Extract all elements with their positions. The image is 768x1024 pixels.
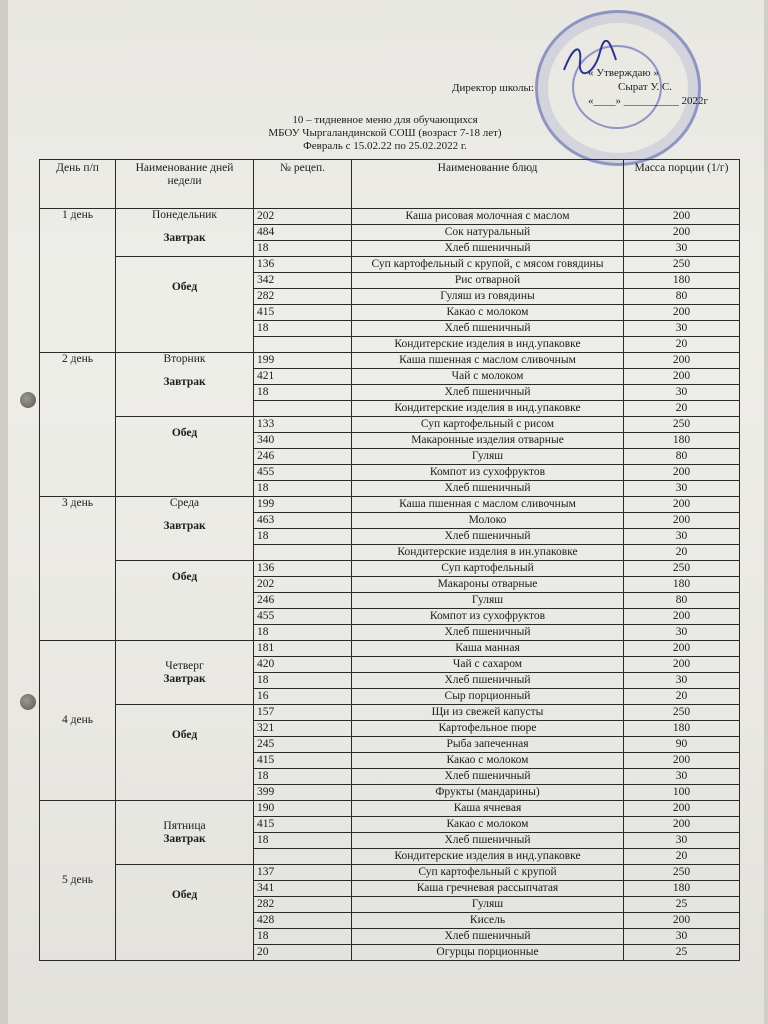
recipe-number: 399 [254, 785, 352, 801]
col-header-mass: Масса порции (1/г) [624, 160, 740, 209]
recipe-number: 202 [254, 577, 352, 593]
dish-name: Каша пшенная с маслом сливочным [352, 497, 624, 513]
breakfast-cell [116, 497, 254, 561]
weekday-name: Пятница [163, 819, 206, 832]
dish-name: Хлеб пшеничный [352, 385, 624, 401]
dish-name: Гуляш [352, 593, 624, 609]
recipe-number: 20 [254, 945, 352, 961]
dish-name: Суп картофельный с крупой [352, 865, 624, 881]
weekday-name: Вторник [163, 353, 206, 365]
dish-name: Хлеб пшеничный [352, 929, 624, 945]
portion-mass: 200 [624, 497, 740, 513]
col-header-recipe: № рецеп. [254, 160, 352, 209]
recipe-number: 18 [254, 833, 352, 849]
portion-mass: 30 [624, 321, 740, 337]
dish-name: Хлеб пшеничный [352, 481, 624, 497]
lunch-label: Обед [171, 571, 198, 583]
dish-name: Хлеб пшеничный [352, 529, 624, 545]
lunch-cell [116, 865, 254, 961]
recipe-number: 181 [254, 641, 352, 657]
menu-row [40, 209, 740, 225]
recipe-number: 282 [254, 289, 352, 305]
portion-mass: 200 [624, 657, 740, 673]
lunch-label: Обед [171, 729, 198, 741]
recipe-number: 421 [254, 369, 352, 385]
portion-mass: 200 [624, 609, 740, 625]
recipe-number: 199 [254, 353, 352, 369]
table-header-row [40, 160, 740, 209]
dish-name: Хлеб пшеничный [352, 321, 624, 337]
dish-name: Чай с молоком [352, 369, 624, 385]
recipe-number: 133 [254, 417, 352, 433]
dish-name: Каша манная [352, 641, 624, 657]
portion-mass: 80 [624, 449, 740, 465]
day-number: 1 день [40, 209, 116, 353]
breakfast-label: Завтрак [163, 672, 206, 685]
punch-hole [20, 392, 36, 408]
director-name: Сырат У. С. [618, 81, 672, 93]
portion-mass: 30 [624, 529, 740, 545]
menu-row [40, 417, 740, 433]
dish-name: Каша пшенная с маслом сливочным [352, 353, 624, 369]
weekday-name: Понедельник [152, 209, 217, 221]
recipe-number: 455 [254, 465, 352, 481]
portion-mass: 30 [624, 625, 740, 641]
dish-name: Гуляш из говядины [352, 289, 624, 305]
portion-mass: 250 [624, 561, 740, 577]
recipe-number: 202 [254, 209, 352, 225]
lunch-label: Обед [171, 889, 198, 901]
dish-name: Кондитерские изделия в инд.упаковке [352, 849, 624, 865]
recipe-number: 342 [254, 273, 352, 289]
dish-name: Гуляш [352, 449, 624, 465]
approval-block [588, 66, 708, 108]
recipe-number: 136 [254, 561, 352, 577]
menu-row [40, 353, 740, 369]
day-number: 3 день [40, 497, 116, 641]
recipe-number [254, 401, 352, 417]
dish-name: Хлеб пшеничный [352, 673, 624, 689]
recipe-number: 136 [254, 257, 352, 273]
dish-name: Гуляш [352, 897, 624, 913]
menu-row [40, 865, 740, 881]
dish-name: Макаронные изделия отварные [352, 433, 624, 449]
dish-name: Каша рисовая молочная с маслом [352, 209, 624, 225]
recipe-number: 16 [254, 689, 352, 705]
dish-name: Суп картофельный [352, 561, 624, 577]
recipe-number: 199 [254, 497, 352, 513]
dish-name: Фрукты (мандарины) [352, 785, 624, 801]
col-header-day: День п/п [40, 160, 116, 209]
portion-mass: 20 [624, 849, 740, 865]
recipe-number: 428 [254, 913, 352, 929]
portion-mass: 80 [624, 593, 740, 609]
menu-period: Февраль с 15.02.22 по 25.02.2022 г. [303, 140, 467, 152]
recipe-number: 18 [254, 929, 352, 945]
portion-mass: 20 [624, 401, 740, 417]
recipe-number [254, 545, 352, 561]
recipe-number: 18 [254, 385, 352, 401]
recipe-number: 18 [254, 673, 352, 689]
portion-mass: 180 [624, 577, 740, 593]
approval-title: « Утверждаю » [588, 67, 659, 79]
dish-name: Суп картофельный с рисом [352, 417, 624, 433]
menu-row [40, 497, 740, 513]
portion-mass: 200 [624, 225, 740, 241]
portion-mass: 250 [624, 417, 740, 433]
portion-mass: 30 [624, 241, 740, 257]
portion-mass: 20 [624, 689, 740, 705]
menu-row [40, 561, 740, 577]
portion-mass: 250 [624, 257, 740, 273]
dish-name: Кондитерские изделия в инд.упаковке [352, 401, 624, 417]
portion-mass: 200 [624, 641, 740, 657]
recipe-number: 190 [254, 801, 352, 817]
menu-row [40, 801, 740, 817]
portion-mass: 25 [624, 945, 740, 961]
portion-mass: 80 [624, 289, 740, 305]
portion-mass: 30 [624, 929, 740, 945]
col-header-weekday: Наименование дней недели [116, 160, 254, 209]
recipe-number: 18 [254, 625, 352, 641]
col-header-dish: Наименование блюд [352, 160, 624, 209]
dish-name: Суп картофельный с крупой, с мясом говядины [352, 257, 624, 273]
dish-name: Кисель [352, 913, 624, 929]
portion-mass: 200 [624, 209, 740, 225]
day-number: 4 день [40, 641, 116, 801]
lunch-label: Обед [171, 427, 198, 439]
dish-name: Молоко [352, 513, 624, 529]
recipe-number: 484 [254, 225, 352, 241]
recipe-number: 18 [254, 529, 352, 545]
portion-mass: 20 [624, 545, 740, 561]
portion-mass: 200 [624, 817, 740, 833]
portion-mass: 180 [624, 433, 740, 449]
lunch-cell [116, 257, 254, 353]
approval-date: «____» __________ 2022г [588, 95, 709, 107]
dish-name: Каша гречневая рассыпчатая [352, 881, 624, 897]
portion-mass: 200 [624, 513, 740, 529]
lunch-label: Обед [171, 281, 198, 293]
breakfast-cell [116, 209, 254, 257]
breakfast-label: Завтрак [163, 832, 206, 845]
weekday-name: Среда [169, 497, 200, 509]
recipe-number: 18 [254, 241, 352, 257]
portion-mass: 200 [624, 753, 740, 769]
dish-name: Какао с молоком [352, 753, 624, 769]
weekday-name: Четверг [165, 659, 204, 672]
recipe-number: 415 [254, 305, 352, 321]
portion-mass: 250 [624, 865, 740, 881]
recipe-number [254, 337, 352, 353]
breakfast-label: Завтрак [163, 232, 206, 244]
lunch-cell [116, 705, 254, 801]
dish-name: Компот из сухофруктов [352, 609, 624, 625]
recipe-number [254, 849, 352, 865]
portion-mass: 200 [624, 465, 740, 481]
portion-mass: 30 [624, 673, 740, 689]
director-label: Директор школы: [452, 82, 534, 94]
menu-title: 10 – тидневное меню для обучающихся [292, 114, 478, 126]
portion-mass: 20 [624, 337, 740, 353]
recipe-number: 245 [254, 737, 352, 753]
recipe-number: 463 [254, 513, 352, 529]
breakfast-cell [116, 801, 254, 865]
recipe-number: 415 [254, 817, 352, 833]
lunch-cell [116, 561, 254, 641]
breakfast-cell [116, 353, 254, 417]
portion-mass: 30 [624, 481, 740, 497]
recipe-number: 420 [254, 657, 352, 673]
recipe-number: 340 [254, 433, 352, 449]
menu-body [40, 209, 740, 961]
recipe-number: 341 [254, 881, 352, 897]
dish-name: Кондитерские изделия в ин.упаковке [352, 545, 624, 561]
dish-name: Сок натуральный [352, 225, 624, 241]
breakfast-cell [116, 641, 254, 705]
dish-name: Каша ячневая [352, 801, 624, 817]
dish-name: Хлеб пшеничный [352, 241, 624, 257]
portion-mass: 250 [624, 705, 740, 721]
menu-row [40, 641, 740, 657]
portion-mass: 200 [624, 369, 740, 385]
breakfast-label: Завтрак [163, 376, 206, 388]
recipe-number: 246 [254, 449, 352, 465]
recipe-number: 18 [254, 321, 352, 337]
dish-name: Сыр порционный [352, 689, 624, 705]
dish-name: Щи из свежей капусты [352, 705, 624, 721]
portion-mass: 200 [624, 913, 740, 929]
dish-name: Кондитерские изделия в инд.упаковке [352, 337, 624, 353]
portion-mass: 90 [624, 737, 740, 753]
dish-name: Картофельное пюре [352, 721, 624, 737]
day-number: 5 день [40, 801, 116, 961]
portion-mass: 200 [624, 801, 740, 817]
portion-mass: 200 [624, 305, 740, 321]
dish-name: Хлеб пшеничный [352, 769, 624, 785]
portion-mass: 200 [624, 353, 740, 369]
recipe-number: 18 [254, 769, 352, 785]
menu-table [39, 159, 740, 961]
dish-name: Огурцы порционные [352, 945, 624, 961]
recipe-number: 321 [254, 721, 352, 737]
menu-row [40, 705, 740, 721]
portion-mass: 180 [624, 721, 740, 737]
recipe-number: 282 [254, 897, 352, 913]
breakfast-label: Завтрак [163, 520, 206, 532]
school-name: МБОУ Чыргаландинской СОШ (возраст 7-18 лет) [268, 127, 502, 139]
recipe-number: 157 [254, 705, 352, 721]
recipe-number: 455 [254, 609, 352, 625]
dish-name: Какао с молоком [352, 817, 624, 833]
dish-name: Хлеб пшеничный [352, 625, 624, 641]
recipe-number: 246 [254, 593, 352, 609]
day-number: 2 день [40, 353, 116, 497]
portion-mass: 25 [624, 897, 740, 913]
portion-mass: 30 [624, 769, 740, 785]
dish-name: Компот из сухофруктов [352, 465, 624, 481]
recipe-number: 18 [254, 481, 352, 497]
dish-name: Какао с молоком [352, 305, 624, 321]
recipe-number: 137 [254, 865, 352, 881]
lunch-cell [116, 417, 254, 497]
dish-name: Чай с сахаром [352, 657, 624, 673]
dish-name: Рыба запеченная [352, 737, 624, 753]
portion-mass: 30 [624, 833, 740, 849]
portion-mass: 30 [624, 385, 740, 401]
punch-hole [20, 694, 36, 710]
dish-name: Рис отварной [352, 273, 624, 289]
dish-name: Макароны отварные [352, 577, 624, 593]
portion-mass: 180 [624, 881, 740, 897]
dish-name: Хлеб пшеничный [352, 833, 624, 849]
portion-mass: 180 [624, 273, 740, 289]
portion-mass: 100 [624, 785, 740, 801]
recipe-number: 415 [254, 753, 352, 769]
menu-row [40, 257, 740, 273]
